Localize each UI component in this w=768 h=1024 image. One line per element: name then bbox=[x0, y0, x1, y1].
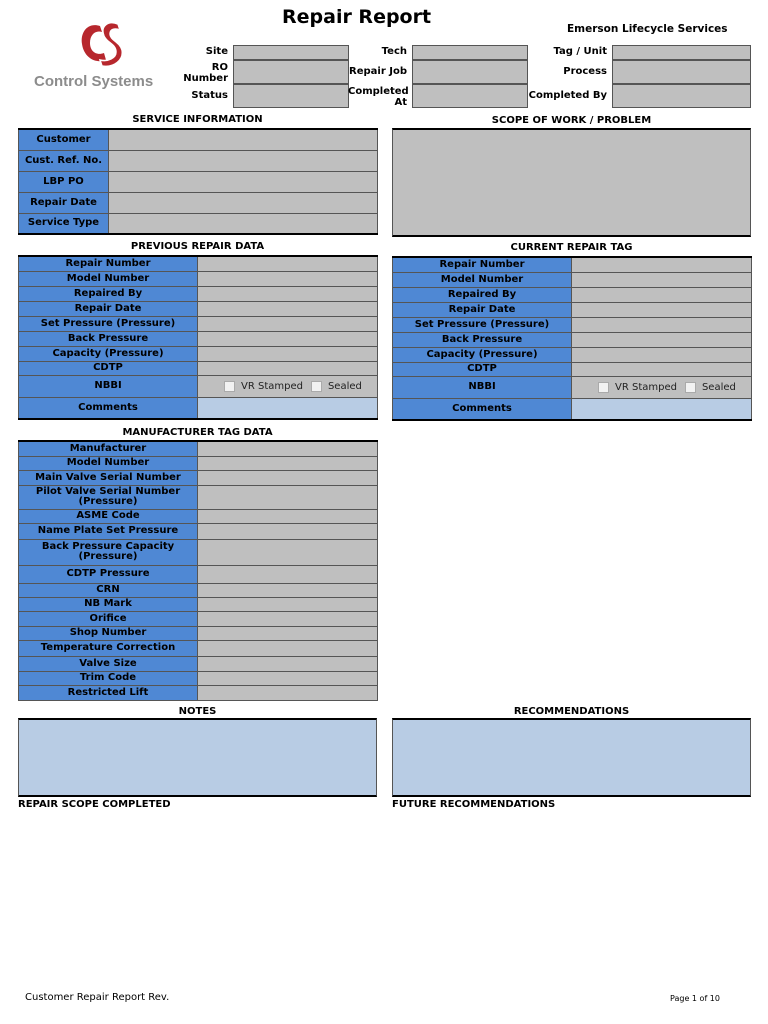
cur-comments-field[interactable] bbox=[572, 398, 752, 420]
completed-by-label: Completed By bbox=[528, 90, 607, 101]
future-recommendations-title: FUTURE RECOMMENDATIONS bbox=[392, 799, 556, 810]
footer-revision: Customer Repair Report Rev. bbox=[25, 992, 170, 1003]
prev-repair-date-field[interactable] bbox=[198, 301, 378, 316]
service-type-field[interactable] bbox=[109, 213, 378, 234]
mfr-crn-field[interactable] bbox=[198, 583, 378, 597]
repair-date-label: Repair Date bbox=[19, 192, 109, 213]
completed-by-field[interactable] bbox=[612, 84, 751, 108]
mfr-nb-mark-field[interactable] bbox=[198, 597, 378, 611]
control-systems-logo-icon bbox=[78, 20, 124, 68]
prev-model-number-label: Model Number bbox=[19, 271, 198, 286]
mfr-main-valve-serial-label: Main Valve Serial Number bbox=[19, 470, 198, 485]
mfr-temperature-correction-field[interactable] bbox=[198, 640, 378, 656]
mfr-crn-label: CRN bbox=[19, 583, 198, 597]
tag-unit-label: Tag / Unit bbox=[553, 46, 607, 57]
mfr-cdtp-pressure-field[interactable] bbox=[198, 565, 378, 583]
mfr-cdtp-pressure-label: CDTP Pressure bbox=[19, 565, 198, 583]
mfr-valve-size-field[interactable] bbox=[198, 656, 378, 671]
lbp-po-label: LBP PO bbox=[19, 171, 109, 192]
cur-capacity-field[interactable] bbox=[572, 347, 752, 362]
process-field[interactable] bbox=[612, 60, 751, 84]
mfr-name-plate-set-pressure-field[interactable] bbox=[198, 523, 378, 539]
cust-ref-no-label: Cust. Ref. No. bbox=[19, 150, 109, 171]
completed-at-label: Completed At bbox=[348, 86, 409, 108]
prev-sealed-label: Sealed bbox=[327, 380, 362, 392]
company-name: Emerson Lifecycle Services bbox=[567, 23, 728, 35]
mfr-shop-number-field[interactable] bbox=[198, 626, 378, 640]
mfr-pilot-valve-serial-label: Pilot Valve Serial Number (Pressure) bbox=[19, 485, 198, 509]
mfr-model-number-label: Model Number bbox=[19, 456, 198, 470]
mfr-orifice-label: Orifice bbox=[19, 611, 198, 626]
recommendations-field[interactable] bbox=[392, 718, 751, 797]
prev-nbbi-field bbox=[198, 375, 378, 397]
repair-date-field[interactable] bbox=[109, 192, 378, 213]
cur-model-number-label: Model Number bbox=[393, 272, 572, 287]
tech-label: Tech bbox=[381, 46, 407, 57]
manufacturer-tag-title: MANUFACTURER TAG DATA bbox=[122, 427, 273, 438]
cur-repair-number-field[interactable] bbox=[572, 257, 752, 272]
repair-scope-completed-title: REPAIR SCOPE COMPLETED bbox=[18, 799, 171, 810]
cur-repair-date-label: Repair Date bbox=[393, 302, 572, 317]
notes-title: NOTES bbox=[178, 706, 217, 717]
prev-comments-label: Comments bbox=[19, 397, 198, 419]
scope-of-work-field[interactable] bbox=[392, 128, 751, 237]
mfr-name-plate-set-pressure-label: Name Plate Set Pressure bbox=[19, 523, 198, 539]
cur-comments-label: Comments bbox=[393, 398, 572, 420]
previous-repair-title: PREVIOUS REPAIR DATA bbox=[130, 241, 265, 252]
completed-at-field[interactable] bbox=[412, 84, 528, 108]
process-label: Process bbox=[563, 66, 607, 77]
prev-set-pressure-label: Set Pressure (Pressure) bbox=[19, 316, 198, 331]
cur-set-pressure-label: Set Pressure (Pressure) bbox=[393, 317, 572, 332]
page-title: Repair Report bbox=[282, 6, 432, 28]
prev-set-pressure-field[interactable] bbox=[198, 316, 378, 331]
mfr-manufacturer-label: Manufacturer bbox=[19, 441, 198, 456]
cur-back-pressure-field[interactable] bbox=[572, 332, 752, 347]
prev-cdtp-label: CDTP bbox=[19, 361, 198, 375]
prev-cdtp-field[interactable] bbox=[198, 361, 378, 375]
mfr-shop-number-label: Shop Number bbox=[19, 626, 198, 640]
prev-repaired-by-label: Repaired By bbox=[19, 286, 198, 301]
mfr-valve-size-label: Valve Size bbox=[19, 656, 198, 671]
prev-nbbi-label: NBBI bbox=[19, 375, 198, 397]
prev-repair-number-field[interactable] bbox=[198, 256, 378, 271]
cur-repaired-by-field[interactable] bbox=[572, 287, 752, 302]
cur-repaired-by-label: Repaired By bbox=[393, 287, 572, 302]
manufacturer-tag-table bbox=[18, 440, 378, 701]
cur-sealed-checkbox[interactable] bbox=[685, 382, 696, 393]
cur-back-pressure-label: Back Pressure bbox=[393, 332, 572, 347]
notes-field[interactable] bbox=[18, 718, 377, 797]
mfr-main-valve-serial-field[interactable] bbox=[198, 470, 378, 485]
service-type-label: Service Type bbox=[19, 213, 109, 234]
mfr-back-pressure-capacity-label: Back Pressure Capacity (Pressure) bbox=[19, 539, 198, 565]
cust-ref-no-field[interactable] bbox=[109, 150, 378, 171]
prev-model-number-field[interactable] bbox=[198, 271, 378, 286]
ro-number-field[interactable] bbox=[233, 60, 349, 84]
prev-vr-stamped-label: VR Stamped bbox=[241, 380, 303, 392]
mfr-temperature-correction-label: Temperature Correction bbox=[19, 640, 198, 656]
service-information-table bbox=[18, 128, 378, 235]
prev-comments-field[interactable] bbox=[198, 397, 378, 419]
logo-text: Control Systems bbox=[34, 73, 154, 90]
customer-field[interactable] bbox=[109, 129, 378, 150]
site-field[interactable] bbox=[233, 45, 349, 60]
repair-job-label: Repair Job bbox=[349, 66, 407, 77]
mfr-model-number-field[interactable] bbox=[198, 456, 378, 470]
recommendations-title: RECOMMENDATIONS bbox=[513, 706, 630, 717]
prev-repaired-by-field[interactable] bbox=[198, 286, 378, 301]
mfr-manufacturer-field[interactable] bbox=[198, 441, 378, 456]
mfr-trim-code-label: Trim Code bbox=[19, 671, 198, 685]
mfr-trim-code-field[interactable] bbox=[198, 671, 378, 685]
cur-nbbi-field bbox=[572, 376, 752, 398]
mfr-asme-code-field[interactable] bbox=[198, 509, 378, 523]
mfr-back-pressure-capacity-field[interactable] bbox=[198, 539, 378, 565]
cur-capacity-label: Capacity (Pressure) bbox=[393, 347, 572, 362]
status-field[interactable] bbox=[233, 84, 349, 108]
prev-repair-number-label: Repair Number bbox=[19, 256, 198, 271]
prev-capacity-label: Capacity (Pressure) bbox=[19, 346, 198, 361]
status-label: Status bbox=[191, 90, 228, 101]
prev-sealed-checkbox[interactable] bbox=[311, 381, 322, 392]
tech-field[interactable] bbox=[412, 45, 528, 60]
page-number: Page 1 of 10 bbox=[670, 994, 720, 1003]
prev-repair-date-label: Repair Date bbox=[19, 301, 198, 316]
repair-job-field[interactable] bbox=[412, 60, 528, 84]
mfr-orifice-field[interactable] bbox=[198, 611, 378, 626]
site-label: Site bbox=[205, 46, 228, 57]
cur-nbbi-label: NBBI bbox=[393, 376, 572, 398]
customer-label: Customer bbox=[19, 129, 109, 150]
ro-number-label: RO Number bbox=[183, 62, 228, 84]
mfr-pilot-valve-serial-field[interactable] bbox=[198, 485, 378, 509]
service-information-title: SERVICE INFORMATION bbox=[132, 114, 263, 125]
cur-set-pressure-field[interactable] bbox=[572, 317, 752, 332]
mfr-nb-mark-label: NB Mark bbox=[19, 597, 198, 611]
scope-of-work-title: SCOPE OF WORK / PROBLEM bbox=[491, 115, 652, 126]
previous-repair-table bbox=[18, 255, 378, 420]
mfr-asme-code-label: ASME Code bbox=[19, 509, 198, 523]
prev-vr-stamped-checkbox[interactable] bbox=[224, 381, 235, 392]
mfr-restricted-lift-field[interactable] bbox=[198, 685, 378, 700]
cur-model-number-field[interactable] bbox=[572, 272, 752, 287]
cur-vr-stamped-label: VR Stamped bbox=[615, 381, 677, 393]
current-repair-table bbox=[392, 256, 752, 421]
cur-repair-date-field[interactable] bbox=[572, 302, 752, 317]
cur-cdtp-field[interactable] bbox=[572, 362, 752, 376]
prev-capacity-field[interactable] bbox=[198, 346, 378, 361]
prev-back-pressure-field[interactable] bbox=[198, 331, 378, 346]
cur-sealed-label: Sealed bbox=[701, 381, 736, 393]
cur-vr-stamped-checkbox[interactable] bbox=[598, 382, 609, 393]
current-repair-title: CURRENT REPAIR TAG bbox=[510, 242, 633, 253]
mfr-restricted-lift-label: Restricted Lift bbox=[19, 685, 198, 700]
cur-repair-number-label: Repair Number bbox=[393, 257, 572, 272]
lbp-po-field[interactable] bbox=[109, 171, 378, 192]
cur-cdtp-label: CDTP bbox=[393, 362, 572, 376]
tag-unit-field[interactable] bbox=[612, 45, 751, 60]
prev-back-pressure-label: Back Pressure bbox=[19, 331, 198, 346]
